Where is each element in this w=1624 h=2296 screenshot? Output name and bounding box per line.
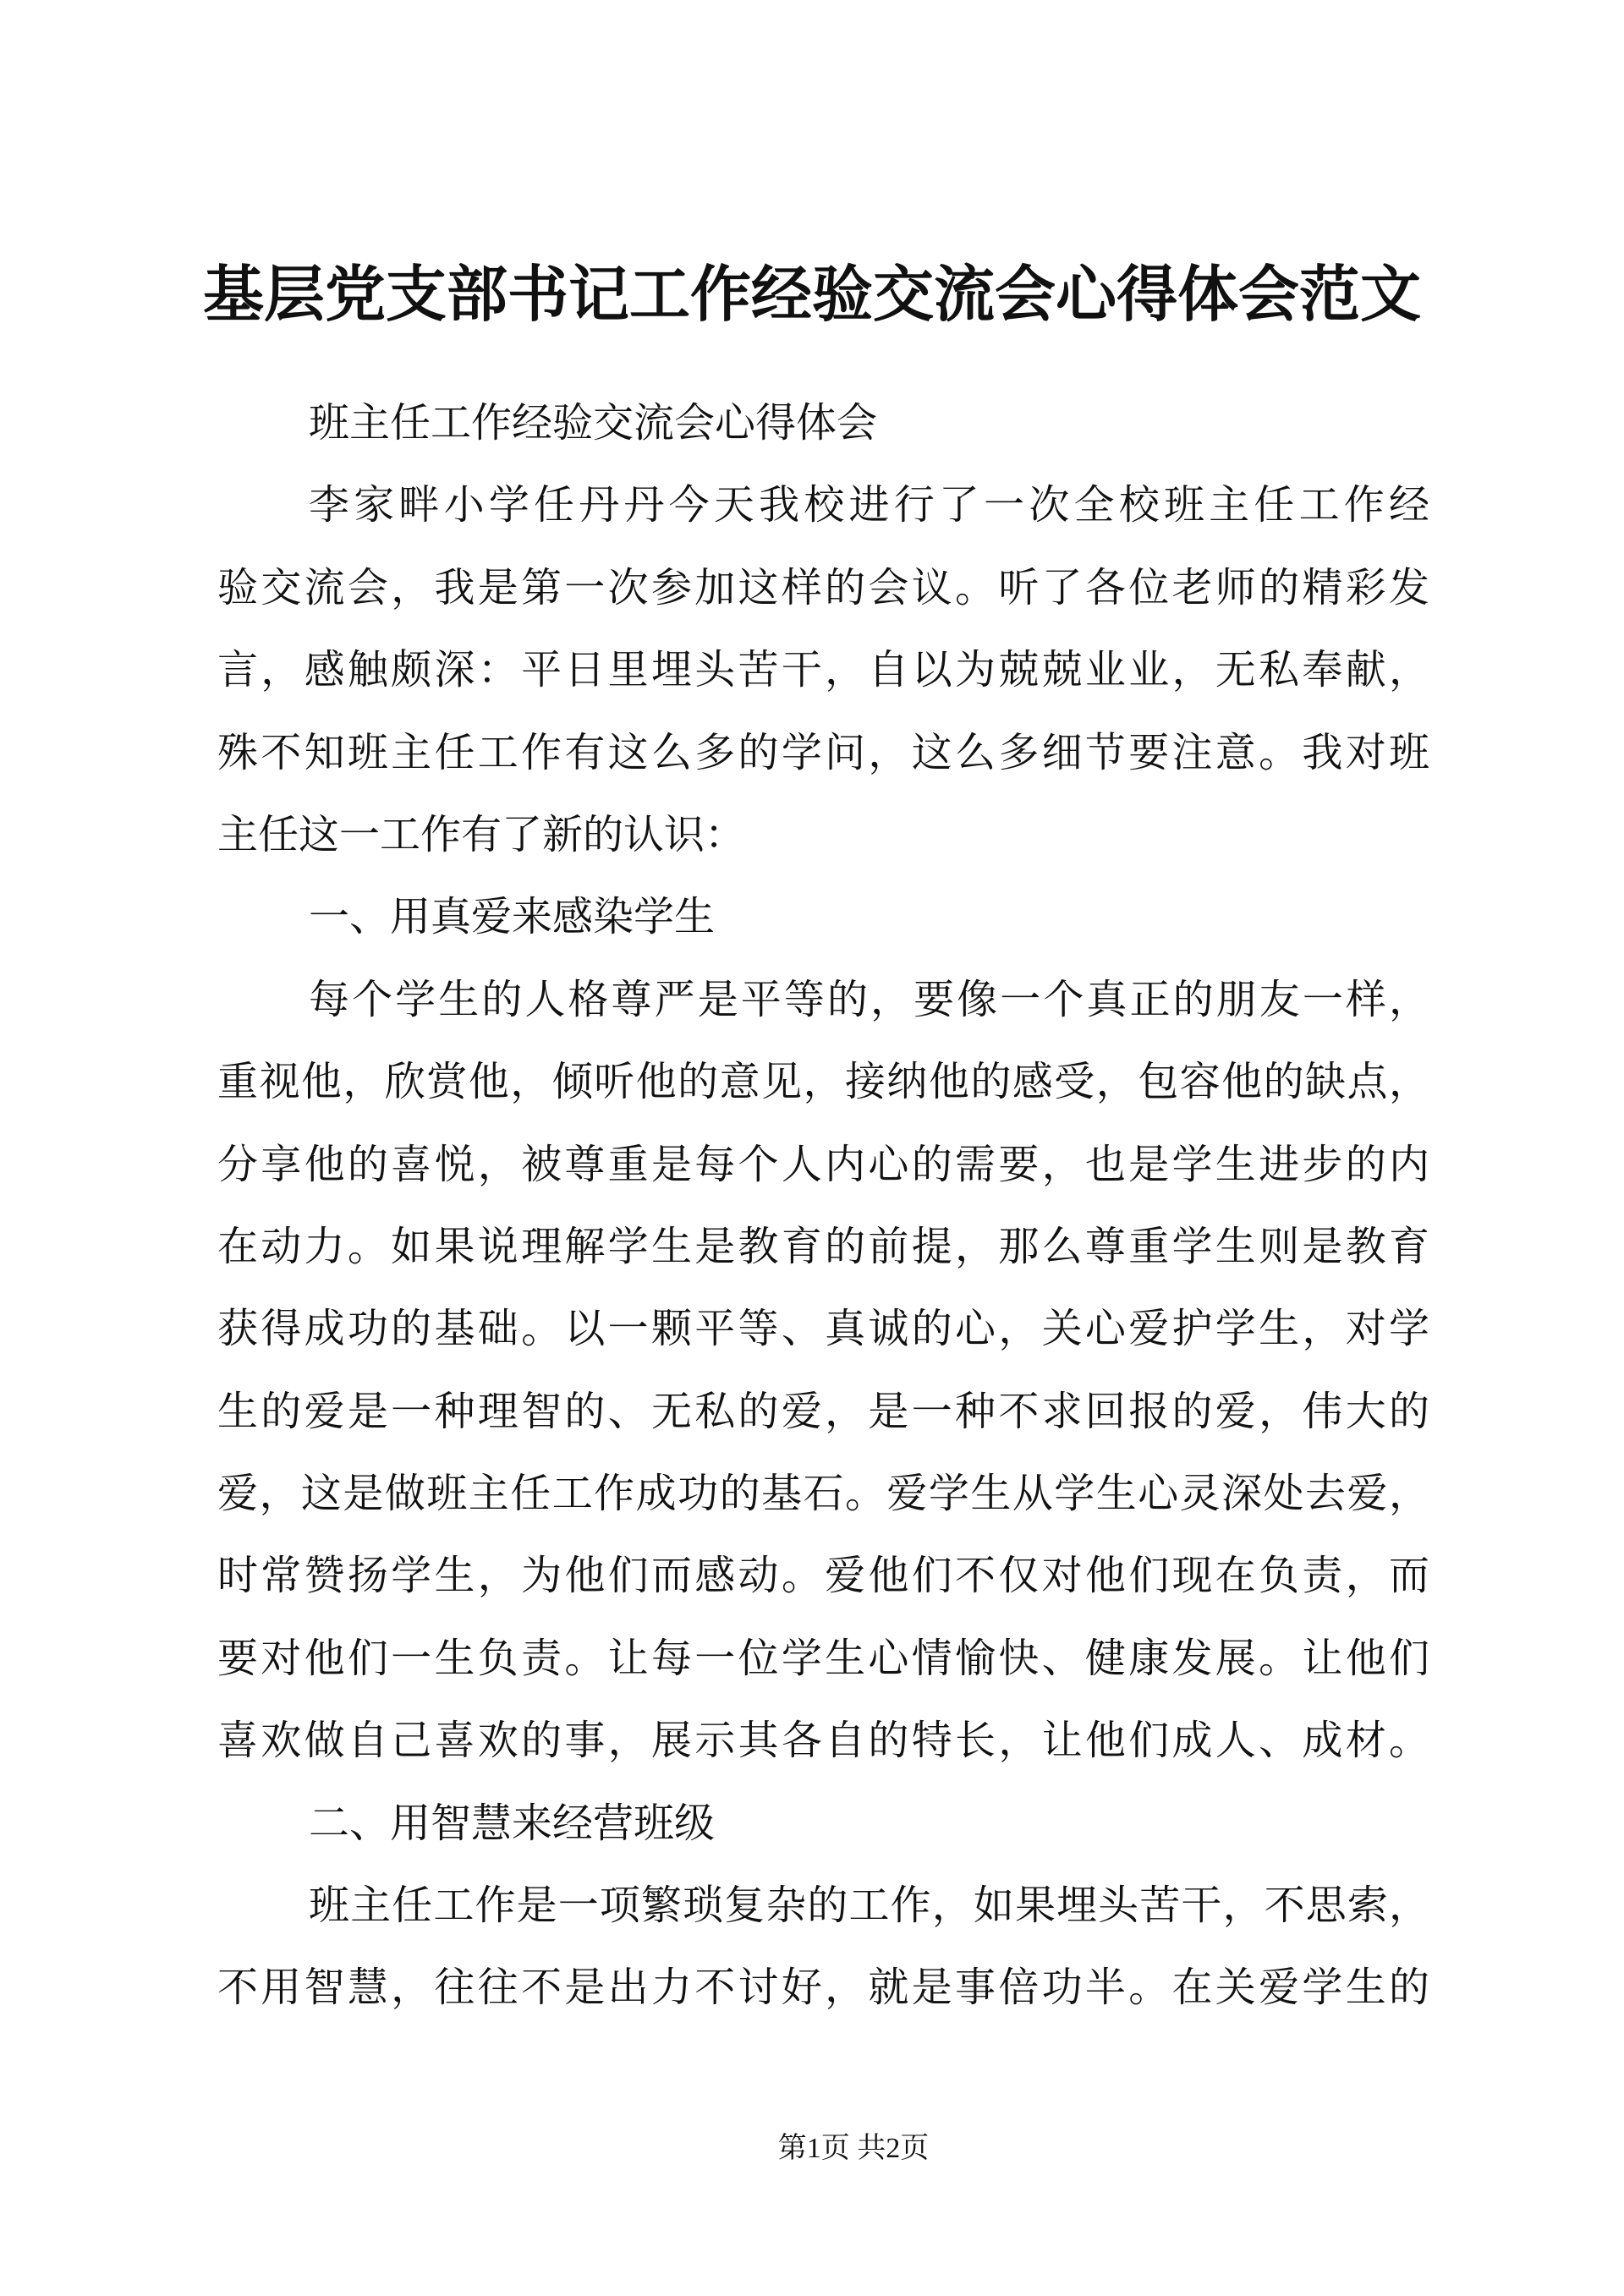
section-1-heading: 一、用真爱来感染学生 <box>309 893 716 941</box>
paragraph-line: 时常赞扬学生，为他们而感动。爱他们不仅对他们现在负责，而 <box>217 1552 1429 1600</box>
subtitle: 班主任工作经验交流会心得体会 <box>309 399 878 447</box>
paragraph-line: 分享他的喜悦，被尊重是每个人内心的需要，也是学生进步的内 <box>217 1140 1429 1188</box>
page-footer: 第1页 共2页 <box>777 2133 930 2164</box>
paragraph-line: 班主任工作是一项繁琐复杂的工作，如果埋头苦干，不思索， <box>309 1882 1429 1930</box>
document-body <box>217 382 1429 2030</box>
section-2-heading: 二、用智慧来经营班级 <box>309 1799 716 1847</box>
paragraph-line: 验交流会，我是第一次参加这样的会议。听了各位老师的精彩发 <box>217 563 1429 611</box>
section-1-paragraph <box>217 959 1429 1783</box>
paragraph-line: 李家畔小学任丹丹今天我校进行了一次全校班主任工作经 <box>309 481 1429 529</box>
document-title: 基层党支部书记工作经验交流会心得体会范文 <box>202 258 1421 330</box>
paragraph-line: 生的爱是一种理智的、无私的爱，是一种不求回报的爱，伟大的 <box>217 1387 1429 1435</box>
paragraph-line: 喜欢做自己喜欢的事，展示其各自的特长，让他们成人、成材。 <box>217 1717 1429 1765</box>
paragraph-line: 殊不知班主任工作有这么多的学问，这么多细节要注意。我对班 <box>217 728 1429 776</box>
section-2-paragraph <box>217 1865 1429 2030</box>
paragraph-line: 重视他，欣赏他，倾听他的意见，接纳他的感受，包容他的缺点， <box>217 1058 1429 1106</box>
paragraph-line: 言，感触颇深：平日里埋头苦干，自以为兢兢业业，无私奉献， <box>217 646 1429 694</box>
paragraph-line: 不用智慧，往往不是出力不讨好，就是事倍功半。在关爱学生的 <box>217 1964 1429 2012</box>
paragraph-line: 要对他们一生负责。让每一位学生心情愉快、健康发展。让他们 <box>217 1634 1429 1682</box>
paragraph-line: 获得成功的基础。以一颗平等、真诚的心，关心爱护学生，对学 <box>217 1305 1429 1353</box>
paragraph-line: 爱，这是做班主任工作成功的基石。爱学生从学生心灵深处去爱， <box>217 1470 1429 1518</box>
paragraph-line: 主任这一工作有了新的认识： <box>217 810 746 858</box>
intro-paragraph <box>217 464 1429 876</box>
paragraph-line: 每个学生的人格尊严是平等的，要像一个真正的朋友一样， <box>309 975 1429 1023</box>
paragraph-line: 在动力。如果说理解学生是教育的前提，那么尊重学生则是教育 <box>217 1222 1429 1270</box>
